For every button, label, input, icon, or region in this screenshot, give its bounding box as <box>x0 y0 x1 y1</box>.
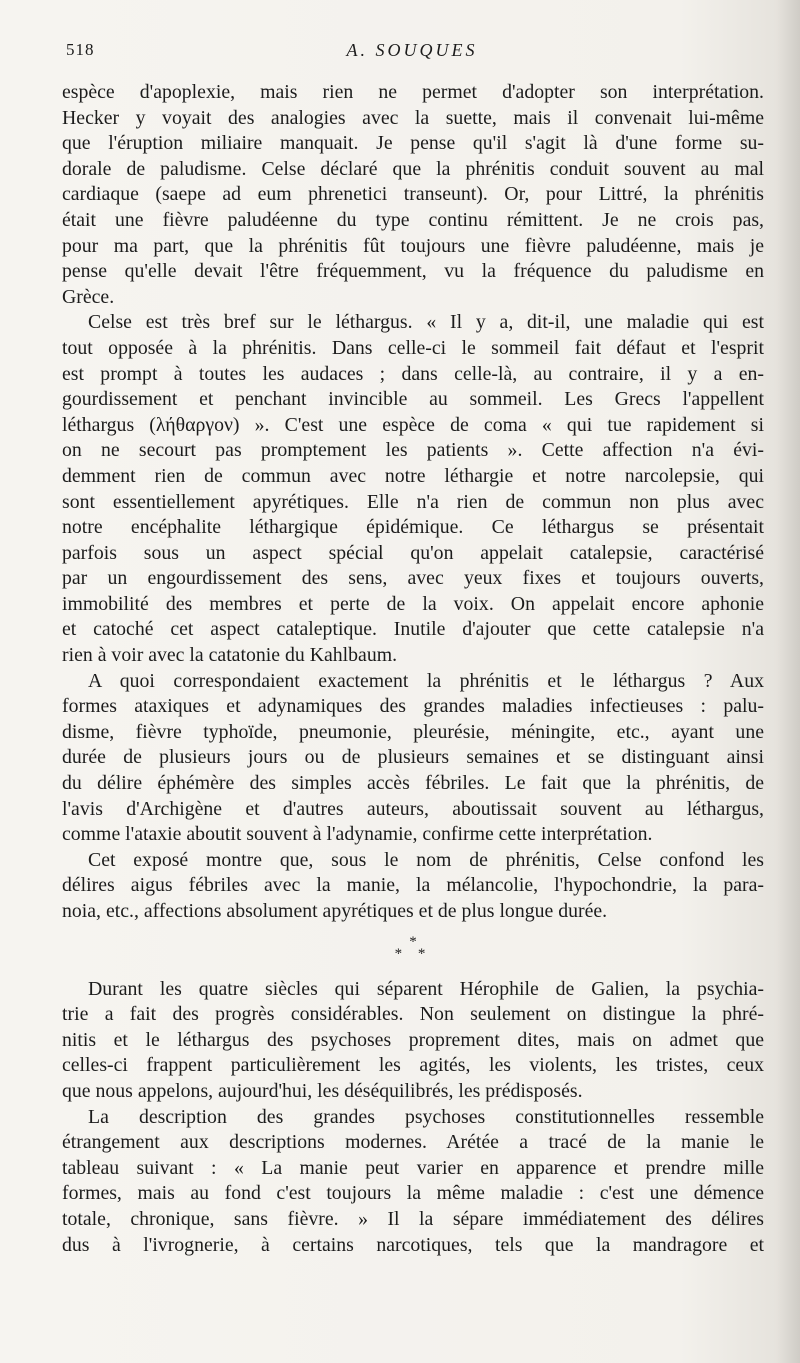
asterisk-top: * <box>409 933 417 950</box>
paragraph-6 <box>62 1105 764 1259</box>
text-line: espèce d'apoplexie, mais rien ne permet d'adopter son interprétation. <box>62 81 764 103</box>
text-line: Celse est très bref sur le léthargus. « Il y a, dit-il, une maladie qui est <box>88 311 764 334</box>
text-line: nitis et le léthargus des psychoses proprement dites, mais on admet que <box>62 1028 764 1051</box>
text-line: est prompt à toutes les audaces ; dans celle-là, au contraire, il y a en- <box>62 362 764 385</box>
text-line: noia, etc., affections absolument apyrétiques et de plus longue durée. <box>62 900 608 922</box>
text-body <box>62 80 764 1258</box>
text-line: Grèce. <box>62 285 115 308</box>
paragraph-4 <box>62 848 764 925</box>
text-line: léthargus (λήθαργον) ». C'est une espèce de coma « qui tue rapidement si <box>62 413 764 436</box>
text-line: formes, mais au fond c'est toujours la même maladie : c'est une démence <box>62 1182 764 1205</box>
text-line: et catoché cet aspect cataleptique. Inutile d'ajouter que cette catalepsie n'a <box>62 618 764 641</box>
text-line: disme, fièvre typhoïde, pneumonie, pleurésie, méningite, etc., ayant une <box>62 720 764 743</box>
paragraph-5 <box>62 977 764 1105</box>
text-line: formes ataxiques et adynamiques des grandes maladies infectieuses : palu- <box>62 695 764 718</box>
section-separator <box>62 925 764 973</box>
text-line: était une fièvre paludéenne du type continu rémittent. Je ne crois pas, <box>62 208 764 231</box>
text-line: délires aigus fébriles avec la manie, la mélancolie, l'hypochondrie, la para- <box>62 874 764 897</box>
page-header <box>62 40 762 66</box>
text-line: comme l'ataxie aboutit souvent à l'adynamie, confirme cette interprétation. <box>62 823 653 846</box>
asterisks-bottom: * * <box>394 945 432 962</box>
text-line: dorale de paludisme. Celse déclaré que la phrénitis conduit souvent au mal <box>62 157 764 180</box>
text-line: gourdissement et penchant invincible au sommeil. Les Grecs l'appellent <box>62 388 764 411</box>
text-line: étrangement aux descriptions modernes. Arétée a tracé de la manie le <box>62 1131 764 1154</box>
text-line: que nous appelons, aujourd'hui, les déséquilibrés, les prédisposés. <box>62 1079 583 1102</box>
text-line: notre encéphalite léthargique épidémique. Ce léthargus se présentait <box>62 516 764 539</box>
text-line: par un engourdissement des sens, avec yeux fixes et toujours ouverts, <box>62 567 764 590</box>
text-line: Durant les quatre siècles qui séparent Hérophile de Galien, la psychia- <box>88 977 764 1000</box>
paragraph-2 <box>62 310 764 668</box>
text-line: celles-ci frappent particulièrement les agités, les violents, les tristes, ceux <box>62 1054 764 1077</box>
text-line: dus à l'ivrognerie, à certains narcotiques, tels que la mandragore et <box>62 1233 764 1256</box>
text-line: Hecker y voyait des analogies avec la suette, mais il convenait lui-même <box>62 106 764 129</box>
text-line: l'avis d'Archigène et d'autres auteurs, aboutissait souvent au léthargus, <box>62 797 764 820</box>
page-number: 518 <box>66 40 95 59</box>
text-line: cardiaque (saepe ad eum phrenetici transeunt). Or, pour Littré, la phrénitis <box>62 183 764 206</box>
text-line: rien à voir avec la catatonie du Kahlbaum. <box>62 644 398 667</box>
paragraph-3 <box>62 669 764 848</box>
text-line: tout opposée à la phrénitis. Dans celle-ci le sommeil fait défaut et l'esprit <box>62 336 764 359</box>
text-line: que l'éruption miliaire manquait. Je pense qu'il s'agit là d'une forme su- <box>62 132 764 155</box>
text-line: tableau suivant : « La manie peut varier en apparence et prendre mille <box>62 1156 764 1179</box>
text-line: pour ma part, que la phrénitis fût toujours une fièvre paludéenne, mais je <box>62 234 764 257</box>
text-line: du délire éphémère des simples accès fébriles. Le fait que la phrénitis, de <box>62 772 764 795</box>
text-line: demment rien de commun avec notre léthargie et notre narcolepsie, qui <box>62 464 764 487</box>
text-line: trie a fait des progrès considérables. Non seulement on distingue la phré- <box>62 1003 764 1026</box>
text-line: A quoi correspondaient exactement la phrénitis et le léthargus ? Aux <box>88 669 764 692</box>
running-head: A. SOUQUES <box>346 40 478 60</box>
text-line: Cet exposé montre que, sous le nom de phrénitis, Celse confond les <box>88 848 764 871</box>
text-line: totale, chronique, sans fièvre. » Il la sépare immédiatement des délires <box>62 1207 764 1230</box>
text-line: durée de plusieurs jours ou de plusieurs semaines et se distinguant ainsi <box>62 746 764 769</box>
text-line: parfois sous un aspect spécial qu'on appelait catalepsie, caractérisé <box>62 541 764 564</box>
text-line: La description des grandes psychoses constitutionnelles ressemble <box>88 1105 764 1128</box>
paragraph-1 <box>62 80 764 310</box>
text-line: immobilité des membres et perte de la voix. On appelait encore aphonie <box>62 592 764 615</box>
text-line: pense qu'elle devait l'être fréquemment, vu la fréquence du paludisme en <box>62 260 764 283</box>
text-line: sont essentiellement apyrétiques. Elle n'a rien de commun non plus avec <box>62 490 764 513</box>
text-line: on ne secourt pas promptement les patients ». Cette affection n'a évi- <box>62 439 764 462</box>
